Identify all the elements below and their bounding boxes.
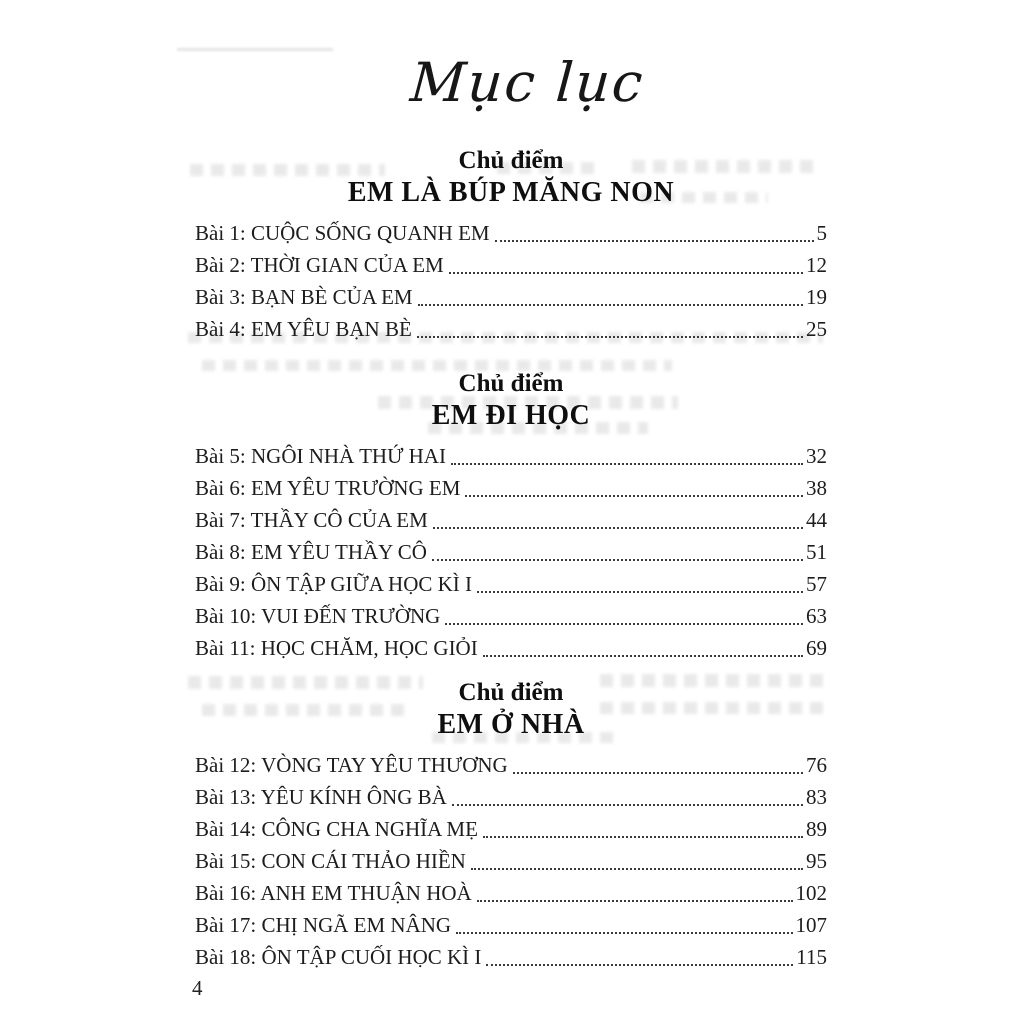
toc-entry (195, 440, 827, 472)
toc-entry (195, 472, 827, 504)
section-title: EM LÀ BÚP MĂNG NON (347, 177, 675, 208)
toc-entry-page: 115 (796, 945, 827, 969)
dot-leader (477, 591, 803, 593)
dot-leader (483, 836, 803, 838)
dot-leader (433, 527, 803, 529)
toc-entry-page: 83 (806, 785, 827, 809)
section-kicker-label: Chủ điểm (458, 679, 564, 706)
section-heading (195, 146, 827, 210)
toc-section (195, 678, 827, 973)
toc-entry (195, 909, 827, 941)
toc-entry (195, 536, 827, 568)
toc-entry (195, 281, 827, 313)
toc-entry-label: Bài 2: THỜI GIAN CỦA EM (195, 253, 444, 277)
toc-entry-label: Bài 14: CÔNG CHA NGHĨA MẸ (195, 817, 478, 841)
toc-entry (195, 600, 827, 632)
dot-leader (452, 804, 803, 806)
dot-leader (465, 495, 803, 497)
toc-entry-label: Bài 9: ÔN TẬP GIỮA HỌC KÌ I (195, 572, 473, 596)
section-kicker-label: Chủ điểm (458, 147, 564, 174)
toc-entry (195, 941, 827, 973)
dot-leader (432, 559, 803, 561)
toc-entry-label: Bài 8: EM YÊU THẦY CÔ (195, 540, 427, 564)
toc-entry-page: 32 (806, 444, 827, 468)
section-entries (195, 440, 827, 664)
toc-entry-page: 38 (806, 476, 827, 500)
toc-entry-page: 102 (795, 881, 827, 905)
dot-leader (513, 772, 803, 774)
toc-entry-page: 63 (806, 604, 827, 628)
toc-entry-label: Bài 10: VUI ĐẾN TRƯỜNG (195, 604, 441, 628)
toc-entry (195, 813, 827, 845)
dot-leader (449, 272, 803, 274)
dot-leader (483, 655, 803, 657)
toc-entry-page: 76 (806, 753, 827, 777)
toc-entry-label: Bài 15: CON CÁI THẢO HIỀN (195, 849, 466, 873)
toc-entry (195, 568, 827, 600)
toc-entry-label: Bài 17: CHỊ NGÃ EM NÂNG (195, 913, 452, 937)
toc-entry-page: 5 (816, 221, 827, 245)
section-title: EM ĐI HỌC (431, 400, 591, 431)
toc-sections (195, 146, 827, 973)
dot-leader (451, 463, 803, 465)
dot-leader (486, 964, 793, 966)
toc-entry-label: Bài 12: VÒNG TAY YÊU THƯƠNG (195, 753, 508, 777)
toc-entry (195, 781, 827, 813)
toc-entry-label: Bài 6: EM YÊU TRƯỜNG EM (195, 476, 461, 500)
dot-leader (417, 336, 803, 338)
toc-entry-page: 89 (806, 817, 827, 841)
dot-leader (495, 240, 814, 242)
section-heading (195, 369, 827, 433)
toc-entry (195, 504, 827, 536)
toc-entry (195, 749, 827, 781)
toc-entry-label: Bài 3: BẠN BÈ CỦA EM (195, 285, 413, 309)
section-title: EM Ở NHÀ (437, 709, 585, 740)
toc-entry (195, 249, 827, 281)
toc-entry-label: Bài 1: CUỘC SỐNG QUANH EM (195, 221, 490, 245)
toc-entry-page: 12 (806, 253, 827, 277)
toc-entry-page: 57 (806, 572, 827, 596)
toc-entry-page: 44 (806, 508, 827, 532)
dot-leader (456, 932, 792, 934)
toc-entry-page: 107 (795, 913, 827, 937)
table-of-contents-title: Mục lục (408, 51, 647, 114)
toc-entry-label: Bài 11: HỌC CHĂM, HỌC GIỎI (195, 636, 478, 660)
section-heading (195, 678, 827, 742)
toc-entry (195, 632, 827, 664)
toc-entry-label: Bài 13: YÊU KÍNH ÔNG BÀ (195, 785, 447, 809)
toc-entry-label: Bài 7: THẦY CÔ CỦA EM (195, 508, 428, 532)
dot-leader (418, 304, 803, 306)
section-kicker-label: Chủ điểm (458, 370, 564, 397)
toc-entry-page: 25 (806, 317, 827, 341)
dot-leader (477, 900, 793, 902)
toc-entry (195, 217, 827, 249)
toc-entry (195, 845, 827, 877)
toc-entry (195, 877, 827, 909)
toc-entry-page: 95 (806, 849, 827, 873)
toc-entry-label: Bài 16: ANH EM THUẬN HOÀ (195, 881, 472, 905)
page-content (195, 0, 827, 973)
section-entries (195, 749, 827, 973)
toc-entry-label: Bài 4: EM YÊU BẠN BÈ (195, 317, 412, 341)
toc-section (195, 369, 827, 664)
toc-entry-label: Bài 5: NGÔI NHÀ THỨ HAI (195, 444, 446, 468)
toc-entry-page: 19 (806, 285, 827, 309)
toc-section (195, 146, 827, 345)
section-entries (195, 217, 827, 345)
dot-leader (471, 868, 803, 870)
toc-entry-page: 69 (806, 636, 827, 660)
dot-leader (445, 623, 803, 625)
page-number: 4 (192, 976, 203, 1000)
toc-entry (195, 313, 827, 345)
toc-entry-page: 51 (806, 540, 827, 564)
toc-entry-label: Bài 18: ÔN TẬP CUỐI HỌC KÌ I (195, 945, 482, 969)
